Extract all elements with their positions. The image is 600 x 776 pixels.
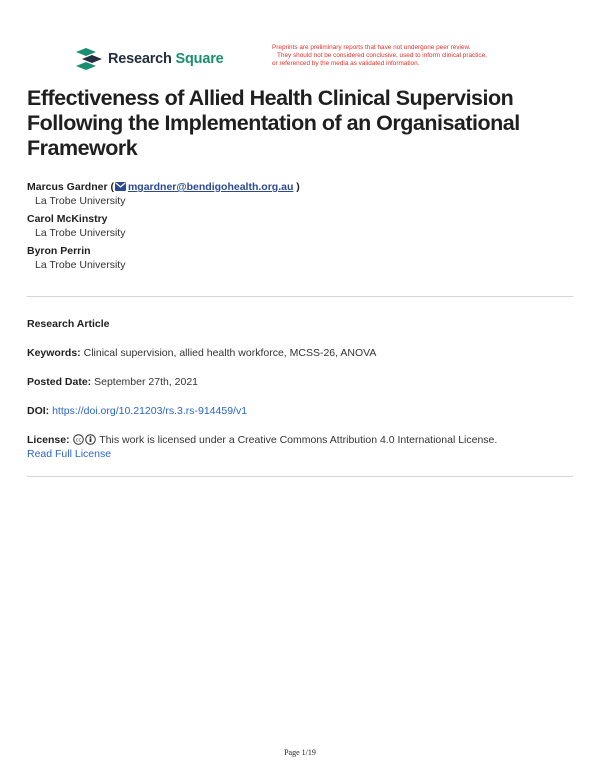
author-name: Byron Perrin (27, 245, 91, 257)
posted-date (27, 375, 573, 389)
doi-label: DOI: (27, 405, 50, 417)
disclaimer-line: Preprints are preliminary reports that have not undergone peer review. (272, 44, 471, 51)
keywords (27, 346, 573, 360)
mail-icon (115, 182, 126, 191)
by-icon (85, 434, 96, 445)
license (27, 433, 573, 461)
author-affiliation: La Trobe University (35, 227, 126, 239)
author-name: Carol McKinstry (27, 213, 108, 225)
preprint-disclaimer (272, 44, 542, 68)
author-entry (27, 212, 567, 240)
svg-text:cc: cc (75, 437, 81, 444)
doi-link[interactable]: https://doi.org/10.21203/rs.3.rs-914459/v1 (52, 405, 248, 417)
license-label: License: (27, 434, 70, 446)
page-number: Page 1/19 (284, 748, 316, 757)
read-full-license-link[interactable]: Read Full License (27, 448, 112, 460)
research-square-logo-icon (76, 48, 102, 70)
keywords-label: Keywords: (27, 347, 81, 359)
author-affiliation: La Trobe University (35, 259, 126, 271)
paper-title: Effectiveness of Allied Health Clinical Supervision Following the Implementation of an Organisational Framework (27, 86, 520, 160)
header (0, 0, 600, 80)
keywords-value: Clinical supervision, allied health workforce, MCSS-26, ANOVA (83, 347, 377, 359)
article-type: Research Article (27, 318, 110, 330)
author-entry (27, 244, 567, 272)
divider (27, 296, 573, 297)
disclaimer-line: They should not be considered conclusive, used to inform clinical practice, (277, 52, 487, 59)
disclaimer-line: or referenced by the media as validated information. (272, 60, 420, 67)
author-list (27, 180, 567, 276)
license-text: This work is licensed under a Creative Commons Attribution 4.0 International License. (99, 434, 498, 446)
posted-date-label: Posted Date: (27, 376, 92, 388)
doi (27, 404, 573, 418)
divider (27, 476, 573, 477)
brand-name: Research Square (108, 51, 224, 67)
posted-date-value: September 27th, 2021 (94, 376, 199, 388)
author-affiliation: La Trobe University (35, 195, 126, 207)
cc-icon (73, 434, 84, 445)
research-square-logo[interactable] (76, 48, 224, 70)
author-name: Marcus Gardner (27, 181, 108, 193)
author-entry: Marcus Gardner ( mgardner@bendigohealth.org.au ) La Trobe University (27, 180, 567, 208)
author-email-link[interactable]: mgardner@bendigohealth.org.au (127, 181, 294, 193)
